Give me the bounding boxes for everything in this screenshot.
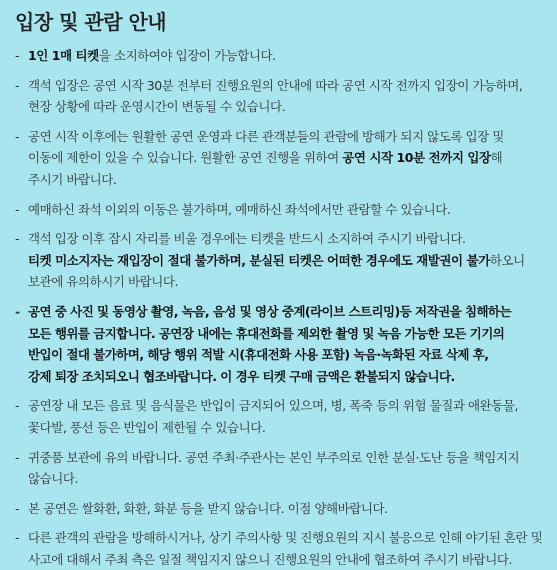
- notice-text: 사고에 대해서 주최 측은 일절 책임지지 않으니 진행요원의 안내에 협조하여 주시기 바랍니다.: [28, 551, 513, 567]
- notice-emphasis: 티켓 미소지자는 재입장이 절대 불가하며, 분실된 티켓은 어떠한 경우에도 재발권이 불가: [28, 252, 490, 268]
- notice-item: [14, 527, 547, 570]
- notice-item: [14, 498, 547, 520]
- notice-text: 공연장 내 모든 음료 및 음식물은 반입이 금지되어 있으며, 병, 폭죽 등의 위험 물질과 애완동물,: [28, 398, 519, 414]
- notice-text: 예매하신 좌석 이외의 이동은 불가하며, 예매하신 좌석에서만 관람할 수 있습니다.: [28, 201, 451, 217]
- notice-list: [14, 45, 547, 570]
- notice-line: [28, 199, 547, 221]
- notice-line: [28, 549, 547, 570]
- notice-text: 보관에 유의하시기 바랍니다.: [28, 274, 179, 290]
- page-title: 입장 및 관람 안내: [15, 10, 167, 34]
- notice-text: 강제 퇴장 조치되오니 협조바랍니다. 이 경우 티켓 구매 금액은 환불되지 않습니다.: [28, 368, 455, 384]
- notice-text: 해: [490, 150, 503, 166]
- notice-emphasis: 1인 1매 티켓: [28, 48, 99, 63]
- notice-text: 이동에 제한이 있을 수 있습니다. 원활한 공연 진행을 위하여: [28, 150, 343, 166]
- notice-line: [28, 271, 547, 293]
- notice-line: [28, 169, 547, 191]
- notice-item: [14, 45, 547, 67]
- notice-text: 않습니다.: [28, 471, 79, 487]
- notice-line: [28, 250, 547, 272]
- notice-text: 객석 입장은 공연 시작 30분 전부터 진행요원의 안내에 따라 공연 시작 전까지 입장이 가능하며,: [28, 77, 523, 93]
- notice-emphasis: 공연 시작 10분 전까지 입장: [342, 150, 491, 166]
- notice-item: [14, 228, 547, 293]
- notice-text: 반입이 절대 불가하며, 해당 행위 적발 시(휴대전화 사용 포함) 녹음·녹화된 자료 삭제 후,: [28, 347, 489, 363]
- notice-line: [28, 468, 547, 490]
- notice-text: 을 소지하여야 입장이 가능합니다.: [98, 48, 276, 63]
- notice-line: [28, 366, 547, 388]
- notice-line: [28, 126, 547, 148]
- notice-line: [28, 447, 547, 469]
- notice-line: [28, 498, 547, 520]
- notice-item: [14, 395, 547, 438]
- notice-text: 다른 관객의 관람을 방해하시거나, 상기 주의사항 및 진행요원의 지시 불응으로 인해 야기된 혼란 및: [28, 530, 543, 546]
- notice-item: [14, 447, 547, 490]
- notice-text: 현장 상황에 따라 운영시간이 변동될 수 있습니다.: [28, 99, 286, 115]
- notice-line: [28, 96, 547, 118]
- notice-line: [28, 527, 547, 549]
- notice-item: [14, 301, 547, 387]
- notice-line: [28, 228, 547, 250]
- notice-text: 꽃다발, 풍선 등은 반입이 제한될 수 있습니다.: [28, 419, 266, 435]
- notice-line: [28, 417, 547, 439]
- notice-item: [14, 75, 547, 118]
- notice-item: [14, 199, 547, 221]
- notice-text: 귀중품 보관에 유의 바랍니다. 공연 주최·주관사는 본인 부주의로 인한 분실·도난 등을 책임지지: [28, 449, 520, 465]
- notice-text: 객석 입장 이후 잠시 자리를 비울 경우에는 티켓을 반드시 소지하여 주시기 바랍니다.: [28, 231, 466, 247]
- notice-text: 모든 행위를 금지합니다. 공연장 내에는 휴대전화를 제외한 촬영 및 녹음 가능한 모든 기기의: [28, 325, 505, 341]
- notice-line: [28, 75, 547, 97]
- notice-line: [28, 344, 547, 366]
- notice-line: [28, 323, 547, 345]
- notice-line: [28, 301, 547, 323]
- notice-text: 본 공연은 쌀화환, 화환, 화분 등을 받지 않습니다. 이점 양해바랍니다.: [28, 500, 388, 516]
- notice-line: [28, 395, 547, 417]
- notice-item: [14, 126, 547, 191]
- notice-line: [28, 45, 547, 67]
- notice-text: 하오니: [489, 252, 525, 268]
- notice-text: 공연 중 사진 및 동영상 촬영, 녹음, 음성 및 영상 중계(라이브 스트리밍)등 저작권을 침해하는: [28, 303, 512, 319]
- notice-text: 공연 시작 이후에는 원활한 공연 운영과 다른 관객분들의 관람에 방해가 되지 않도록 입장 및: [28, 128, 504, 144]
- notice-text: 주시기 바랍니다.: [28, 171, 117, 187]
- notice-line: [28, 147, 547, 169]
